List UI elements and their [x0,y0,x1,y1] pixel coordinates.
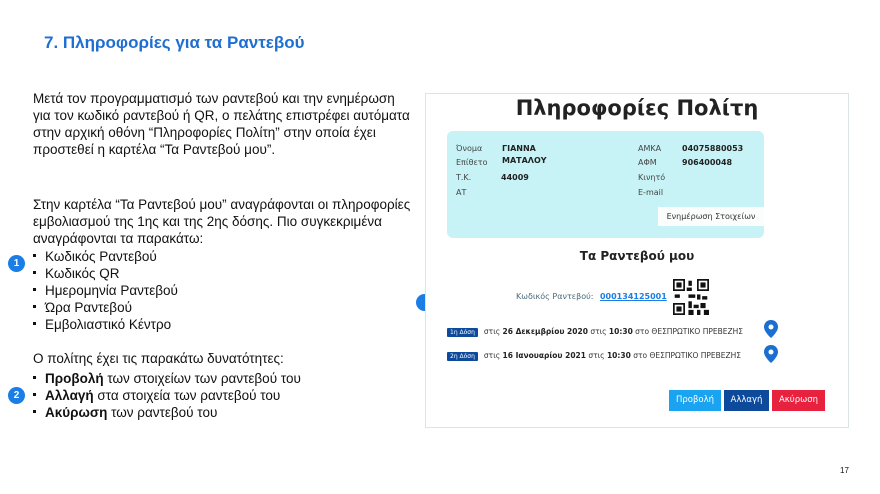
email-label: E-mail [638,188,664,197]
qr-code-icon [673,279,709,315]
list-item: Ώρα Ραντεβού [33,299,132,316]
page-number: 17 [840,466,849,475]
afm-value: 906400048 [682,158,733,167]
list-item: Ακύρωση των ραντεβού του [33,404,217,421]
map-pin-icon[interactable] [764,345,778,363]
name-value: ΓΙΑΝΝΑ [502,144,536,153]
dose-badge: 2η Δόση [447,352,478,361]
section-title: 7. Πληροφορίες για τα Ραντεβού [44,33,305,52]
page-title: Πληροφορίες Πολίτη [515,96,759,120]
list-item: Κωδικός QR [33,265,120,282]
surname-value: ΜΑΤΑΛΟΥ [502,156,547,165]
view-button[interactable]: Προβολή [669,390,721,411]
amka-value: 04075880053 [682,144,744,153]
amka-label: ΑΜΚΑ [638,144,662,153]
afm-label: ΑΦΜ [638,158,657,167]
callout-badge-2: 2 [8,387,25,404]
capabilities-heading: Ο πολίτης έχει τις παρακάτω δυνατότητες: [33,351,284,366]
citizen-info-screenshot [425,93,849,428]
list-item: Προβολή των στοιχείων των ραντεβού του [33,370,301,387]
surname-label: Επίθετο [456,158,488,167]
list-item: Εμβολιαστικό Κέντρο [33,316,171,333]
zip-value: 44009 [501,173,529,182]
name-label: Όνομα [456,144,483,153]
intro-paragraph: Μετά τον προγραμματισμό των ραντεβού και την ενημέρωση για τον κωδικό ραντεβού ή QR, ο πελάτης επιστρέφει αυτόματα στην αρχική οθόνη “Πληροφορίες Πολίτη” στην οποία έχει προστεθεί η καρτέλα “Τα Ραντεβού μου”. [33,91,410,157]
change-button[interactable]: Αλλαγή [724,390,769,411]
callout-badge-1: 1 [8,255,25,272]
cancel-button[interactable]: Ακύρωση [772,390,825,411]
dose-2-row: 2η Δόση στις 16 Ιανουαρίου 2021 στις 10:30 στο ΘΕΣΠΡΩΤΙΚΟ ΠΡΕΒΕΖΗΣ [447,351,741,361]
appointment-code-row [516,292,667,301]
list-item: Ημερομηνία Ραντεβού [33,282,178,299]
list-item: Αλλαγή στα στοιχεία των ραντεβού του [33,387,280,404]
citizen-info-panel [447,131,764,238]
appointments-title: Τα Ραντεβού μου [579,249,695,263]
mobile-label: Κινητό [638,173,666,182]
dose-badge: 1η Δόση [447,328,478,337]
tab-description: Στην καρτέλα “Τα Ραντεβού μου” αναγράφονται οι πληροφορίες εμβολιασμού της 1ης και της 2ης δόσης. Πιο συγκεκριμένα αναγράφονται τα παρακάτω: [33,197,411,246]
zip-label: Τ.Κ. [456,173,472,182]
map-pin-icon[interactable] [764,320,778,338]
list-item: Κωδικός Ραντεβού [33,248,157,265]
code-label: Κωδικός Ραντεβού: [516,292,594,301]
id-label: ΑΤ [456,188,467,197]
dose-1-row: 1η Δόση στις 26 Δεκεμβρίου 2020 στις 10:30 στο ΘΕΣΠΡΩΤΙΚΟ ΠΡΕΒΕΖΗΣ [447,327,743,337]
appointment-code-link[interactable]: 000134125001 [599,292,667,301]
update-details-button[interactable]: Ενημέρωση Στοιχείων [658,207,764,226]
